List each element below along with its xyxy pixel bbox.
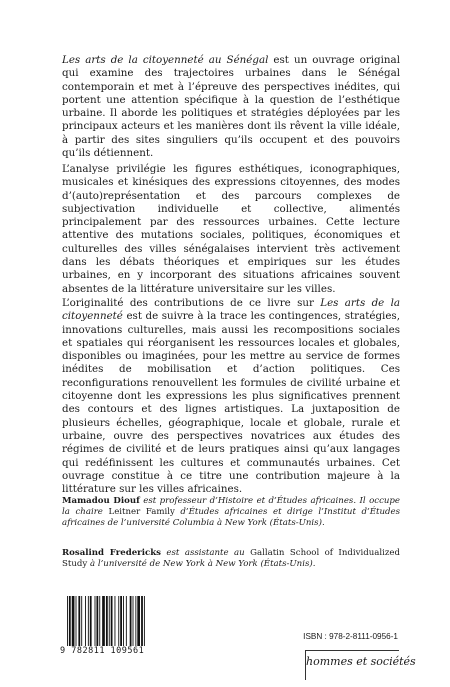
barcode-bar: [126, 596, 127, 646]
barcode-digits: 9 782811 109561: [60, 646, 145, 656]
author-bio-1: [62, 496, 400, 530]
barcode-bar: [76, 596, 77, 646]
summary-paragraph-3: [62, 297, 400, 496]
barcode-bar: [81, 596, 82, 646]
barcode-bar: [106, 596, 108, 646]
barcode-bar: [90, 596, 92, 646]
barcode-bar: [99, 596, 100, 646]
chair-name: Leitner Family: [108, 507, 175, 518]
barcode-bar: [130, 596, 132, 646]
barcode-bar: [115, 596, 116, 646]
barcode-bar: [72, 596, 75, 646]
book-title: Les arts de la citoyenneté au Sénégal: [62, 54, 269, 66]
barcode-bar: [135, 596, 136, 646]
bio-text: d’Études africaines et dirige l’Institut d’Études africaines de l’université Columbia à New York (États-Unis).: [62, 507, 400, 529]
author-bio-2: [62, 548, 400, 570]
barcode-bar: [95, 596, 96, 646]
barcode-bar: [69, 596, 71, 646]
barcode-bar: [67, 596, 68, 646]
barcode-bar: [78, 596, 80, 646]
book-title-short: Les arts de la citoyenneté: [62, 297, 400, 323]
bio-text: est professeur d’Histoire et d’Études africaines. Il occupe la chaire: [62, 496, 400, 518]
author-name: Rosalind Fredericks: [62, 548, 161, 558]
bio-text: à l’université de New York à New York (États-Unis).: [87, 559, 316, 570]
barcode-bar: [96, 596, 98, 646]
summary-paragraph-1: [62, 54, 400, 160]
barcode: [65, 596, 175, 646]
barcode-bar: [85, 596, 86, 646]
barcode-bar: [137, 596, 140, 646]
barcode-bar: [133, 596, 134, 646]
barcode-bar: [118, 596, 119, 646]
paragraph-text: est un ouvrage original qui examine des trajectoires urbaines dans le Sénégal contemporain et met à l’épreuve des perspectives inédites, qui portent une attention spécifique à la question de l’esthétique urbaine. Il aborde les politiques et stratégies déployées par les principaux acteurs et les manières dont ils rêvent la ville idéale, à partir des sites singuliers qu’ils occupent et des pouvoirs qu’ils détiennent.: [62, 54, 400, 160]
bio-text: est assistante au: [161, 548, 251, 558]
barcode-bar: [141, 596, 143, 646]
barcode-bar: [111, 596, 113, 646]
barcode-bar: [144, 596, 145, 646]
paragraph-lead: L’originalité des contributions de ce livre sur: [62, 297, 321, 309]
barcode-bar: [123, 596, 124, 646]
collection-name: hommes et sociétés: [306, 655, 416, 668]
isbn: ISBN : 978-2-8111-0956-1: [303, 632, 398, 641]
summary-paragraph-2: [62, 163, 400, 296]
school-name: Gallatin School of Individualized Study: [62, 548, 400, 570]
barcode-bar: [120, 596, 122, 646]
collection-rule: [305, 650, 399, 651]
author-name: Mamadou Diouf: [62, 496, 140, 506]
barcode-bar: [102, 596, 105, 646]
barcode-bar: [109, 596, 110, 646]
paragraph-text: L’analyse privilégie les figures esthétiques, iconographiques, musicales et kinésiques des expressions citoyennes, des modes d’(auto)représentation et des parcours complexes de subjectivation individuelle et collective, alimentés principalement par des ressources urbaines. Cette lecture attentive des mutations sociales, politiques, économiques et culturelles des villes sénégalaises intervient très activement dans les débats théoriques et empiriques sur les études urbaines, en y incorporant des situations africaines souvent absentes de la littérature universitaire sur les villes.: [62, 163, 400, 295]
barcode-bar: [88, 596, 89, 646]
paragraph-text: est de suivre à la trace les contingences, stratégies, innovations culturelles, mais aussi les recompositions sociales et spatiales qui réorganisent les ressources locales et globales, disponibles ou imaginées, pour les mettre au service de formes inédites de mobilisation et d’action politiques. Ces reconfigurations renouvellent les formules de civilité urbaine et citoyenne dont les expressions les plus significatives prennent des contours et des lignes artistiques. La juxtaposition de plusieurs échelles, géographique, locale et globale, rurale et urbaine, ouvre des perspectives novatrices aux études des régimes de civilité et de leurs pratiques ainsi qu’aux langages qui redéfinissent les cultures et communautés urbaines. Cet ouvrage constitue à ce titre une contribution majeure à la littérature sur les villes africaines.: [62, 310, 400, 496]
